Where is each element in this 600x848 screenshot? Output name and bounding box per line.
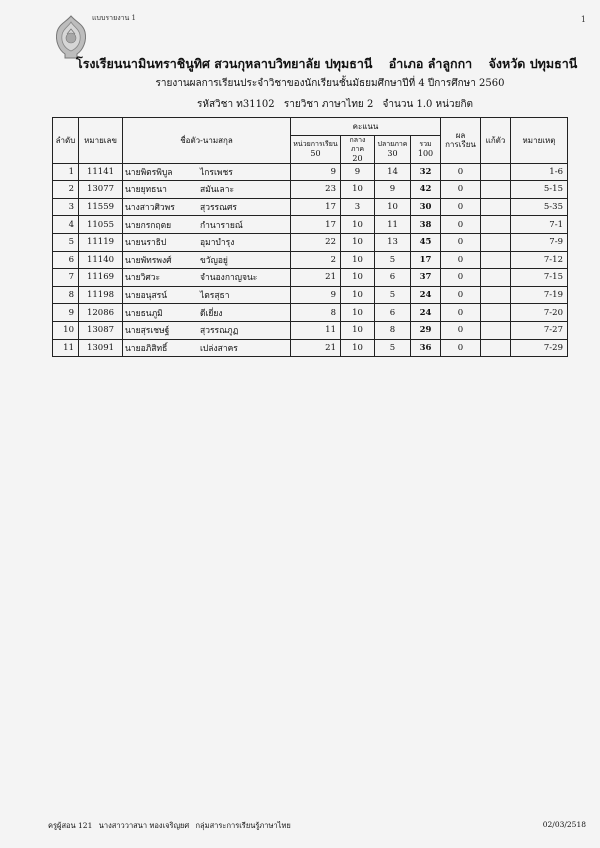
student-first-name: นายวิศวะ	[125, 273, 161, 284]
cell-grade: 0	[441, 163, 481, 181]
cell-final-score: 6	[375, 269, 411, 287]
cell-fix	[481, 198, 511, 216]
table-row	[53, 163, 568, 181]
cell-final-score: 5	[375, 286, 411, 304]
report-title: รายงานผลการเรียนประจำวิชาของนักเรียนชั้นมัธยมศึกษาปีที่ 4 ปีการศึกษา 2560	[155, 78, 505, 89]
cell-unit-score: 11	[291, 321, 341, 339]
cell-fix	[481, 286, 511, 304]
student-first-name: นายนราธิป	[125, 238, 167, 249]
cell-student-id: 11198	[79, 286, 123, 304]
cell-final-score: 8	[375, 321, 411, 339]
cell-fix	[481, 233, 511, 251]
cell-midterm-score: 10	[341, 339, 375, 357]
cell-midterm-score: 10	[341, 181, 375, 199]
cell-unit-score: 23	[291, 181, 341, 199]
header-result-line2: การเรียน	[445, 140, 476, 150]
table-row	[53, 181, 568, 199]
cell-no: 3	[53, 198, 79, 216]
cell-midterm-score: 10	[341, 304, 375, 322]
cell-total-score: 29	[411, 321, 441, 339]
header-midterm-max: 20	[352, 153, 363, 163]
cell-name	[123, 286, 291, 304]
student-first-name: นายพัทรพงศ์	[125, 255, 172, 266]
cell-fix	[481, 163, 511, 181]
table-row	[53, 321, 568, 339]
student-first-name: นายอภิสิทธิ์	[125, 343, 168, 354]
cell-total-score: 37	[411, 269, 441, 287]
cell-total-score: 45	[411, 233, 441, 251]
cell-student-id: 13077	[79, 181, 123, 199]
table-row	[53, 269, 568, 287]
cell-fix	[481, 269, 511, 287]
student-last-name: สุวรรณภูฏ	[200, 326, 239, 337]
cell-no: 11	[53, 339, 79, 357]
school-name: โรงเรียนนามินทราชินูทิศ สวนกุหลาบวิทยาลัย ปทุมธานี	[76, 56, 373, 71]
student-last-name: ขวัญอยู่	[200, 255, 228, 266]
cell-no: 5	[53, 233, 79, 251]
cell-grade: 0	[441, 181, 481, 199]
header-remark: หมายเหตุ	[511, 118, 568, 164]
table-row	[53, 304, 568, 322]
table-row	[53, 198, 568, 216]
student-last-name: สุวรรณศร	[200, 203, 237, 214]
cell-name	[123, 321, 291, 339]
cell-name	[123, 163, 291, 181]
cell-remark: 7-15	[511, 269, 568, 287]
student-last-name: สมันเลาะ	[200, 185, 235, 196]
cell-unit-score: 21	[291, 339, 341, 357]
cell-student-id: 11140	[79, 251, 123, 269]
table-row	[53, 251, 568, 269]
cell-name	[123, 304, 291, 322]
cell-no: 2	[53, 181, 79, 199]
cell-remark: 5-15	[511, 181, 568, 199]
cell-grade: 0	[441, 233, 481, 251]
cell-midterm-score: 10	[341, 269, 375, 287]
header-total	[411, 135, 441, 163]
student-last-name: ไตรสุธา	[200, 291, 230, 302]
cell-unit-score: 9	[291, 163, 341, 181]
cell-remark: 7-27	[511, 321, 568, 339]
cell-unit-score: 17	[291, 198, 341, 216]
cell-fix	[481, 321, 511, 339]
grades-table-body	[53, 163, 568, 357]
cell-remark: 7-29	[511, 339, 568, 357]
cell-student-id: 11055	[79, 216, 123, 234]
cell-remark: 5-35	[511, 198, 568, 216]
header-total-max: 100	[417, 149, 434, 159]
header-midterm-label: กลางภาค	[349, 135, 366, 153]
student-last-name: จำนองกาญจนะ	[200, 273, 258, 284]
cell-student-id: 11119	[79, 233, 123, 251]
cell-total-score: 24	[411, 304, 441, 322]
student-first-name: นายอนุสรน์	[125, 291, 168, 302]
cell-final-score: 5	[375, 339, 411, 357]
teacher-label: ครูผู้สอน 121	[48, 821, 93, 830]
cell-midterm-score: 10	[341, 251, 375, 269]
province-name: จังหวัด ปทุมธานี	[488, 56, 578, 71]
header-unit	[291, 135, 341, 163]
cell-midterm-score: 3	[341, 198, 375, 216]
school-header	[70, 54, 580, 74]
cell-fix	[481, 251, 511, 269]
cell-midterm-score: 10	[341, 233, 375, 251]
header-total-label: รวม	[419, 140, 432, 149]
cell-midterm-score: 9	[341, 163, 375, 181]
table-row	[53, 286, 568, 304]
cell-total-score: 30	[411, 198, 441, 216]
cell-name	[123, 251, 291, 269]
cell-unit-score: 8	[291, 304, 341, 322]
cell-unit-score: 2	[291, 251, 341, 269]
cell-unit-score: 22	[291, 233, 341, 251]
header-unit-label: หน่วยการเรียน	[293, 140, 338, 149]
cell-final-score: 10	[375, 198, 411, 216]
header-unit-max: 50	[310, 149, 321, 159]
cell-grade: 0	[441, 304, 481, 322]
cell-final-score: 5	[375, 251, 411, 269]
cell-midterm-score: 10	[341, 321, 375, 339]
cell-name	[123, 181, 291, 199]
department-name: กลุ่มสาระการเรียนรู้ภาษาไทย	[195, 821, 291, 830]
page-number: 1	[580, 15, 586, 24]
student-first-name: นายกรกฤตย	[125, 220, 172, 231]
cell-student-id: 11559	[79, 198, 123, 216]
cell-remark: 7-9	[511, 233, 568, 251]
student-last-name: อุมาบำรุง	[200, 238, 235, 249]
cell-name	[123, 339, 291, 357]
header-student-id: หมายเลข	[79, 118, 123, 164]
cell-name	[123, 216, 291, 234]
student-first-name: นายธนภูมิ	[125, 308, 163, 319]
table-row	[53, 339, 568, 357]
cell-remark: 7-19	[511, 286, 568, 304]
cell-final-score: 6	[375, 304, 411, 322]
cell-fix	[481, 339, 511, 357]
student-first-name: นางสาวศิวพร	[125, 203, 175, 214]
student-last-name: กำนารายณ์	[200, 220, 243, 231]
cell-student-id: 13091	[79, 339, 123, 357]
student-last-name: ไกรเพชร	[200, 167, 233, 178]
cell-final-score: 11	[375, 216, 411, 234]
cell-name	[123, 233, 291, 251]
cell-no: 6	[53, 251, 79, 269]
cell-student-id: 11141	[79, 163, 123, 181]
print-date: 02/03/2518	[542, 820, 586, 829]
cell-total-score: 36	[411, 339, 441, 357]
cell-final-score: 13	[375, 233, 411, 251]
cell-grade: 0	[441, 321, 481, 339]
student-first-name: นายยุทธนา	[125, 185, 167, 196]
subject-info	[150, 97, 520, 112]
header-name: ชื่อตัว-นามสกุล	[123, 118, 291, 164]
cell-midterm-score: 10	[341, 216, 375, 234]
cell-student-id: 11169	[79, 269, 123, 287]
cell-final-score: 9	[375, 181, 411, 199]
cell-no: 1	[53, 163, 79, 181]
cell-fix	[481, 216, 511, 234]
cell-total-score: 24	[411, 286, 441, 304]
cell-total-score: 38	[411, 216, 441, 234]
table-row	[53, 233, 568, 251]
footer-teacher	[48, 820, 295, 832]
cell-no: 4	[53, 216, 79, 234]
cell-total-score: 32	[411, 163, 441, 181]
subject-name: รายวิชา ภาษาไทย 2	[283, 99, 374, 110]
cell-grade: 0	[441, 216, 481, 234]
cell-grade: 0	[441, 286, 481, 304]
cell-remark: 7-12	[511, 251, 568, 269]
subject-credits: จำนวน 1.0 หน่วยกิต	[382, 99, 473, 110]
header-final-max: 30	[387, 149, 398, 159]
cell-remark: 7-20	[511, 304, 568, 322]
cell-fix	[481, 181, 511, 199]
cell-student-id: 13087	[79, 321, 123, 339]
cell-grade: 0	[441, 251, 481, 269]
cell-total-score: 17	[411, 251, 441, 269]
header-final-label: ปลายภาค	[377, 140, 408, 149]
form-code: แบบรายงาน 1	[92, 14, 137, 22]
cell-unit-score: 17	[291, 216, 341, 234]
cell-remark: 7-1	[511, 216, 568, 234]
cell-final-score: 14	[375, 163, 411, 181]
cell-no: 7	[53, 269, 79, 287]
table-row	[53, 216, 568, 234]
cell-no: 9	[53, 304, 79, 322]
cell-unit-score: 21	[291, 269, 341, 287]
cell-student-id: 12086	[79, 304, 123, 322]
student-first-name: นายสุรเชษฐ์	[125, 326, 170, 337]
header-final	[375, 135, 411, 163]
cell-no: 8	[53, 286, 79, 304]
student-last-name: ดีเยี่ยง	[200, 308, 223, 319]
cell-unit-score: 9	[291, 286, 341, 304]
cell-midterm-score: 10	[341, 286, 375, 304]
cell-total-score: 42	[411, 181, 441, 199]
cell-grade: 0	[441, 198, 481, 216]
student-last-name: เปล่งสาคร	[200, 343, 238, 354]
header-midterm	[341, 135, 375, 163]
cell-grade: 0	[441, 269, 481, 287]
cell-name	[123, 269, 291, 287]
teacher-name: นางสาววาสนา ทองเจริญยศ	[98, 821, 190, 830]
district-name: อำเภอ ลำลูกกา	[388, 56, 473, 71]
subject-code: รหัสวิชา ท31102	[196, 99, 275, 110]
header-fix: แก้ตัว	[481, 118, 511, 164]
header-no: ลำดับ	[53, 118, 79, 164]
grades-table	[52, 117, 568, 357]
header-result-line1: ผล	[455, 131, 466, 141]
cell-no: 10	[53, 321, 79, 339]
cell-remark: 1-6	[511, 163, 568, 181]
student-first-name: นายพิตรพิบูล	[125, 167, 173, 178]
header-scores: คะแนน	[291, 118, 441, 136]
cell-grade: 0	[441, 339, 481, 357]
cell-name	[123, 198, 291, 216]
cell-fix	[481, 304, 511, 322]
header-result	[441, 118, 481, 164]
